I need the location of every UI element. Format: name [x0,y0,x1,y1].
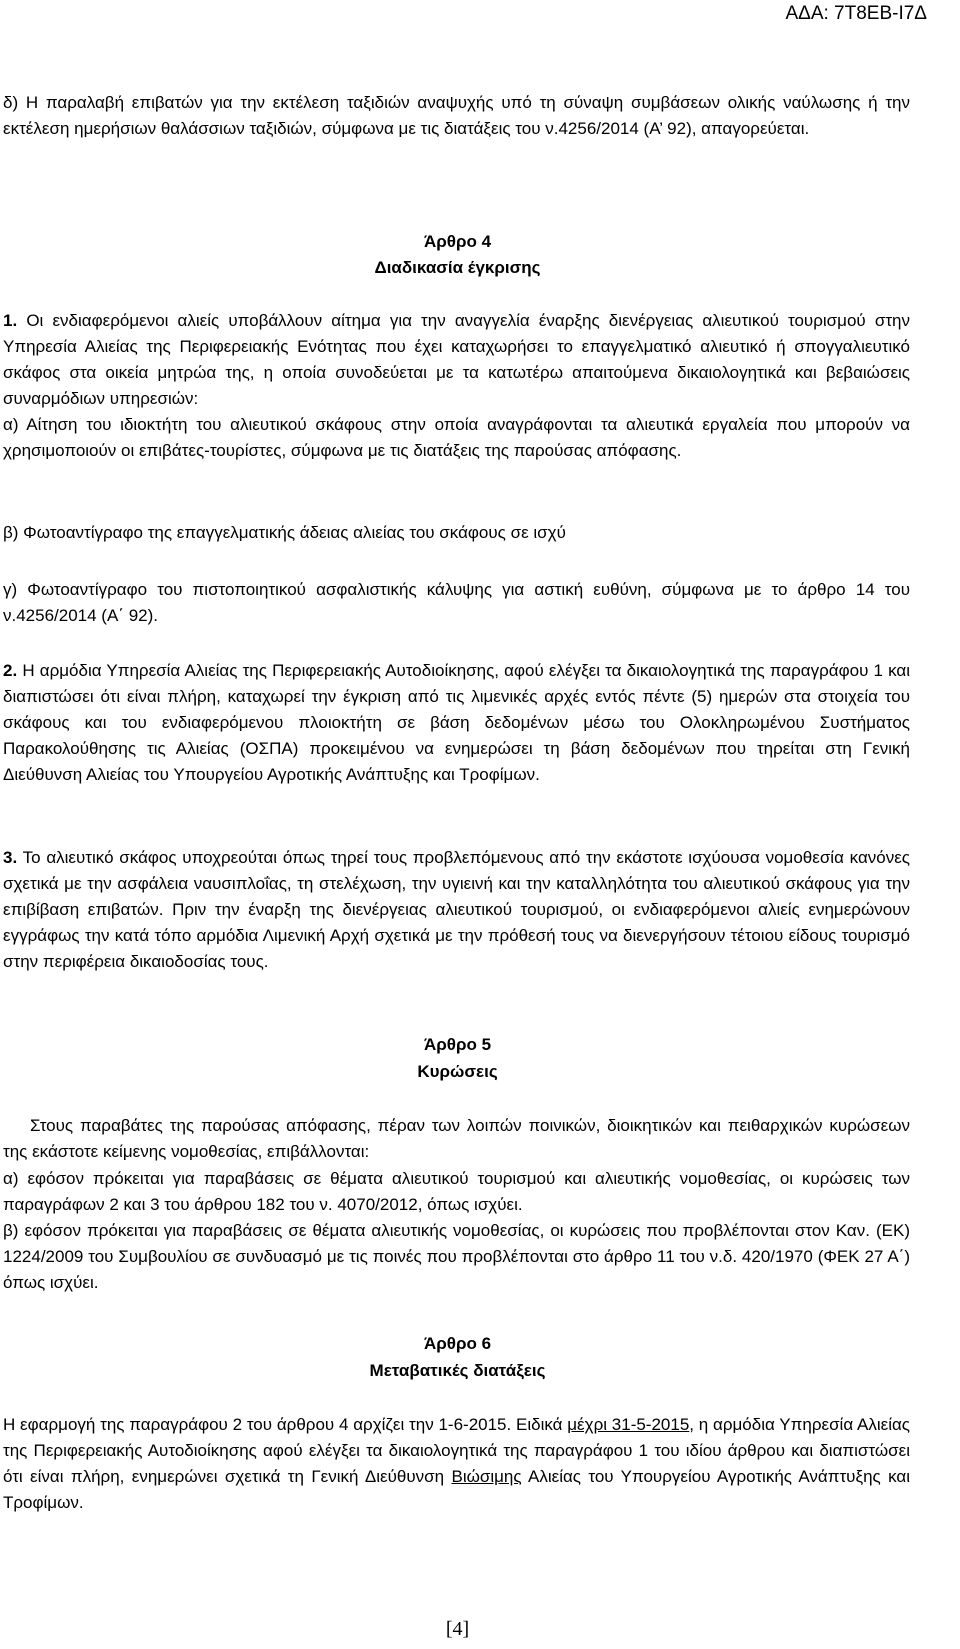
article-4-title: Διαδικασία έγκρισης [374,258,541,277]
paragraph-text: Η αρμόδια Υπηρεσία Αλιείας της Περιφερειακής Αυτοδιοίκησης, αφού ελέγξει τα δικαιολογητικά της παραγράφου 1 και διαπιστώσει ότι είναι πλήρη, καταχωρεί την έγκριση από τις λιμενικές αρχές εντός πέντε (5) ημερών στα στοιχεία του σκάφους και του ενδιαφερόμενου πλοιοκτήτη σε βάση δεδομένων μέσω του Ολοκληρωμένου Συστήματος Παρακολούθησης τις Αλιείας (ΟΣΠΑ) προκειμένου να ενημερώσει τη βάση δεδομένων που τηρείται στη Γενική Διεύθυνση Αλιείας του Υπουργείου Αγροτικής Ανάπτυξης και Τροφίμων. [3,661,910,784]
article-4-paragraph-3 [3,845,910,975]
article-5-intro: Στους παραβάτες της παρούσας απόφασης, πέραν των λοιπών ποινικών, διοικητικών και πειθαρχικών κυρώσεων της εκάστοτε κείμενης νομοθεσίας, επιβάλλονται: [3,1116,910,1161]
article-4-paragraph-1 [3,308,910,412]
text-segment: Αλιείας του Υπουργείου Αγροτικής Ανάπτυξης και Τροφίμων. [3,1467,910,1512]
article-4-item-a: α) Αίτηση του ιδιοκτήτη του αλιευτικού σκάφους στην οποία αναγράφονται τα αλιευτικά εργαλεία που μπορούν να χρησιμοποιούν οι επιβάτες-τουρίστες, σύμφωνα με τις διατάξεις της παρούσας απόφασης. [3,415,910,460]
page-number: [4] [445,1618,470,1640]
article-5-item-b: β) εφόσον πρόκειται για παραβάσεις σε θέματα αλιευτικής νομοθεσίας, οι κυρώσεις που προβλέπονται στον Καν. (ΕΚ) 1224/2009 του Συμβουλίου σε συνδυασμό με τις ποινές που προβλέπονται στο άρθρο 11 του ν.δ. 420/1970 (ΦΕΚ 27 Α΄) όπως ισχύει. [3,1221,910,1292]
article-5-number: Άρθρο 5 [423,1035,492,1054]
article-4-item-c: γ) Φωτοαντίγραφο του πιστοποιητικού ασφαλιστικής κάλυψης για αστική ευθύνη, σύμφωνα με το άρθρο 14 του ν.4256/2014 (Α΄ 92). [3,580,910,625]
article-6-number: Άρθρο 6 [423,1334,492,1353]
text-segment: , η αρμόδια Υπηρεσία Αλιείας της Περιφερειακής Αυτοδιοίκησης αφού ελέγξει τα δικαιολογητικά της παραγράφου 1 του ιδίου άρθρου και διαπιστώσει ότι είναι πλήρη, ενημερώνει σχετικά τη Γενική Διεύθυνση [3,1415,910,1486]
article-4-number: Άρθρο 4 [423,232,492,251]
article-6-title: Μεταβατικές διατάξεις [369,1361,546,1380]
article-6-text [3,1412,910,1516]
underlined-word: Βιώσιμης [451,1467,522,1486]
paragraph-d: δ) Η παραλαβή επιβατών για την εκτέλεση ταξιδιών αναψυχής υπό τη σύναψη συμβάσεων ολικής ναύλωσης ή την εκτέλεση ημερήσιων θαλάσσιων ταξιδιών, σύμφωνα με τις διατάξεις του ν.4256/2014 (Α’ 92), απαγορεύεται. [3,93,910,138]
article-4-item-b: β) Φωτοαντίγραφο της επαγγελματικής άδειας αλιείας του σκάφους σε ισχύ [3,523,566,542]
article-5-title: Κυρώσεις [417,1062,498,1081]
paragraph-number: 1. [3,311,18,330]
article-5-item-a: α) εφόσον πρόκειται για παραβάσεις σε θέματα αλιευτικού τουρισμού και αλιευτικής νομοθεσίας, οι κυρώσεις των παραγράφων 2 και 3 του άρθρου 182 του ν. 4070/2012, όπως ισχύει. [3,1169,910,1214]
underlined-date: μέχρι 31-5-2015 [567,1415,690,1434]
text-segment: Η εφαρμογή της παραγράφου 2 του άρθρου 4 αρχίζει την 1-6-2015. Ειδικά [3,1415,568,1434]
paragraph-text: Το αλιευτικό σκάφος υποχρεούται όπως τηρεί τους προβλεπόμενους από την εκάστοτε ισχύουσα νομοθεσία κανόνες σχετικά με την ασφάλεια ναυσιπλοΐας, τη στελέχωση, την υγιεινή και την καταλληλότητα του αλιευτικού σκάφους για την επιβίβαση επιβατών. Πριν την έναρξη της διενέργειας αλιευτικού τουρισμού, οι ενδιαφερόμενοι αλιείς ενημερώνουν εγγράφως την κατά τόπο αρμόδια Λιμενική Αρχή σχετικά με την πρόθεσή τους να διενεργήσουν τέτοιου είδους τουρισμό στην περιφέρεια δικαιοδοσίας τους. [3,848,910,971]
paragraph-number: 2. [3,661,18,680]
paragraph-text: Οι ενδιαφερόμενοι αλιείς υποβάλλουν αίτημα για την αναγγελία έναρξης διενέργειας αλιευτικού τουρισμού στην Υπηρεσία Αλιείας της Περιφερειακής Ενότητας που έχει καταχωρήσει το επαγγελματικό αλιευτικό ή σπογγαλιευτικό σκάφος στα οικεία μητρώα της, η οποία συνοδεύεται με τα κατωτέρω απαιτούμενα δικαιολογητικά και βεβαιώσεις συναρμόδιων υπηρεσιών: [3,311,910,408]
ada-code: ΑΔΑ: 7Τ8ΕΒ-Ι7Δ [785,3,927,24]
article-4-paragraph-2 [3,658,910,788]
paragraph-number: 3. [3,848,18,867]
